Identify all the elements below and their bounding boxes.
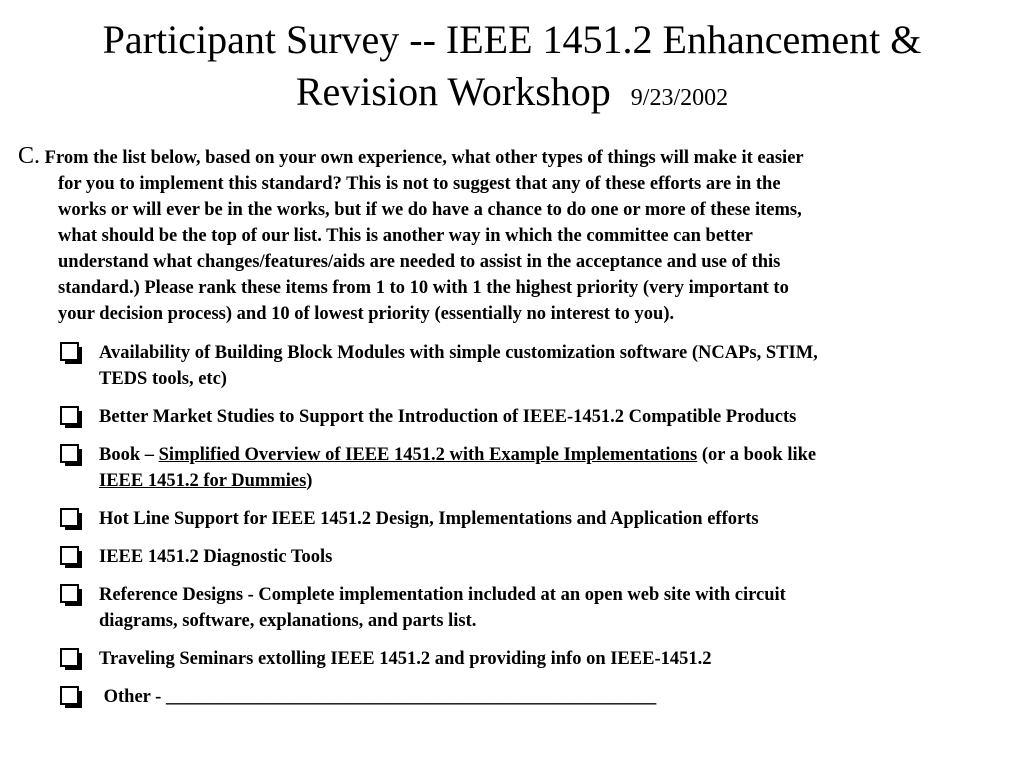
option-label-line-2: TEDS tools, etc)	[99, 369, 227, 389]
checkbox-icon[interactable]	[60, 686, 84, 710]
option-label: IEEE 1451.2 Diagnostic Tools	[99, 547, 333, 567]
option-other[interactable]	[60, 684, 1000, 710]
book-title-dummies: IEEE 1451.2 for Dummies	[99, 471, 307, 491]
title-line-2	[20, 66, 1004, 124]
question-line-1	[18, 143, 998, 171]
option-list	[60, 340, 1000, 707]
title-line-2-text: Revision Workshop	[295, 69, 611, 114]
option-hot-line-support[interactable]	[60, 506, 1000, 532]
book-suffix: )	[306, 471, 313, 491]
option-book[interactable]	[60, 442, 1000, 494]
checkbox-icon[interactable]	[60, 508, 84, 532]
question-c	[18, 143, 998, 327]
book-mid: (or a book like	[697, 445, 817, 465]
checkbox-icon[interactable]	[60, 406, 84, 430]
checkbox-icon[interactable]	[60, 342, 84, 366]
question-text-line-3: works or will ever be in the works, but if we do have a chance to do one or more of these items,	[58, 200, 802, 220]
title-line-1: Participant Survey -- IEEE 1451.2 Enhancement &	[102, 17, 922, 62]
question-text-line-4: what should be the top of our list. This is another way in which the committee can better	[58, 226, 753, 246]
option-label-line-1: Reference Designs - Complete implementation included at an open web site with circuit	[99, 585, 786, 605]
question-text-line-5: understand what changes/features/aids are needed to assist in the acceptance and use of this	[58, 252, 781, 272]
option-label: Hot Line Support for IEEE 1451.2 Design, Implementations and Application efforts	[99, 509, 759, 529]
question-text-line-1: From the list below, based on your own experience, what other types of things will make it easier	[44, 148, 804, 168]
checkbox-icon[interactable]	[60, 546, 84, 570]
survey-date: 9/23/2002	[630, 85, 729, 111]
option-label: Better Market Studies to Support the Introduction of IEEE-1451.2 Compatible Products	[99, 407, 797, 427]
option-label-line-1	[99, 442, 1000, 468]
question-text-line-7: your decision process) and 10 of lowest priority (essentially no interest to you).	[58, 304, 675, 324]
question-text-line-6: standard.) Please rank these items from 1 to 10 with 1 the highest priority (very important to	[58, 278, 789, 298]
checkbox-icon[interactable]	[60, 444, 84, 468]
page-title	[20, 14, 1004, 124]
option-diagnostic-tools[interactable]	[60, 544, 1000, 570]
option-label-line-1: Availability of Building Block Modules with simple customization software (NCAPs, STIM,	[99, 343, 818, 363]
book-title-overview: Simplified Overview of IEEE 1451.2 with Example Implementations	[158, 445, 698, 465]
option-other-field[interactable]: Other - _____________________________________________________	[99, 687, 657, 707]
option-building-block-modules[interactable]	[60, 340, 1000, 392]
option-market-studies[interactable]	[60, 404, 1000, 430]
option-label-line-2: diagrams, software, explanations, and parts list.	[99, 611, 477, 631]
question-letter: C.	[18, 143, 41, 169]
option-traveling-seminars[interactable]	[60, 646, 1000, 672]
question-text-line-2: for you to implement this standard? This is not to suggest that any of these efforts are in the	[58, 174, 781, 194]
option-reference-designs[interactable]	[60, 582, 1000, 634]
option-label-line-2	[99, 468, 1000, 494]
book-prefix: Book –	[99, 445, 159, 465]
option-label: Traveling Seminars extolling IEEE 1451.2 and providing info on IEEE-1451.2	[99, 649, 712, 669]
checkbox-icon[interactable]	[60, 584, 84, 608]
checkbox-icon[interactable]	[60, 648, 84, 672]
